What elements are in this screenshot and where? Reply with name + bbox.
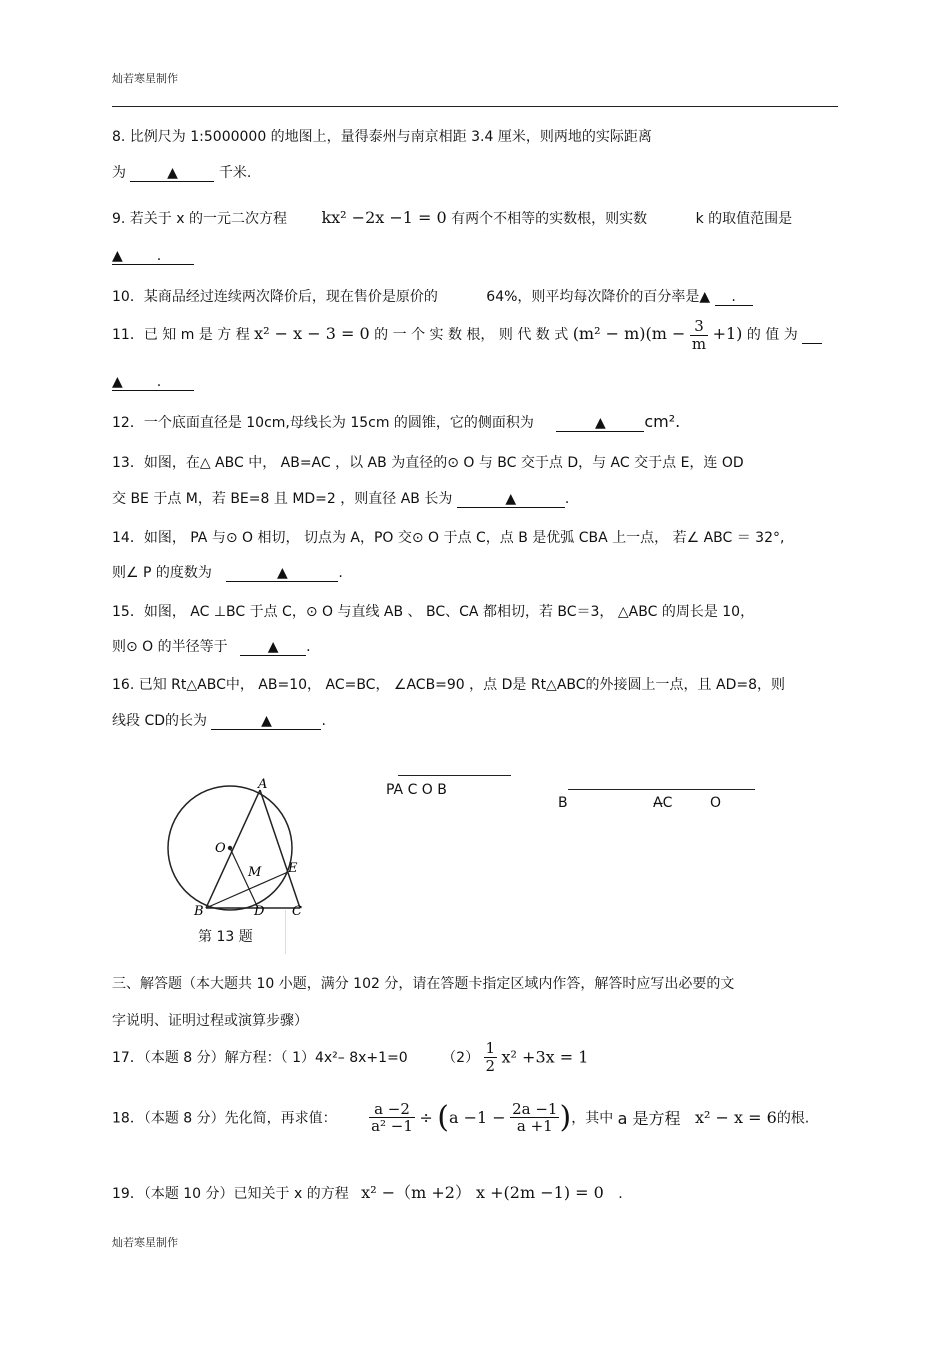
numerator: 1 — [485, 1039, 496, 1057]
period: . — [156, 374, 162, 390]
q14-line2 — [112, 562, 343, 582]
denominator: m — [691, 334, 707, 353]
q17-text-a: 17．（本题 8 分）解方程：（ 1）4x²– 8x+1=0 — [112, 1050, 408, 1066]
q9-text-a: 9. 若关于 x 的一元二次方程 — [112, 211, 287, 227]
q13-line2 — [112, 488, 569, 508]
q18-text-b: ，其中 — [571, 1110, 614, 1127]
q18-fraction-2 — [510, 1101, 559, 1135]
figure-15-line — [568, 789, 755, 790]
q18-equation: x² − x = 6 — [695, 1108, 777, 1127]
q18-fraction-1 — [369, 1101, 415, 1135]
q14-line1: 14．如图， PA 与⊙ O 相切， 切点为 A，PO 交⊙ O 于点 C，点 B 是优弧 CBA 上一点， 若∠ ABC ＝ 32°, — [112, 530, 785, 546]
q12-line — [112, 412, 680, 432]
label-o: O — [215, 841, 226, 856]
label-m: M — [248, 865, 262, 880]
q17-fraction — [484, 1040, 498, 1074]
answer-triangle: ▲ — [167, 165, 178, 181]
q9-equation: kx² −2x −1 = 0 — [321, 208, 447, 227]
label-d: D — [254, 904, 265, 917]
q13-text: 交 BE 于点 M，若 BE=8 且 MD=2 ，则直径 AB 长为 — [112, 491, 453, 507]
q11-equation: x² − x − 3 = 0 — [254, 324, 370, 343]
q18-divide: ÷ — [419, 1108, 433, 1127]
q11-fraction — [690, 318, 708, 352]
denominator: a +1 — [516, 1117, 553, 1135]
label-c: C — [292, 904, 302, 917]
figure-15-label-o: O — [710, 795, 722, 811]
page-header-text: 灿若寒星制作 — [112, 72, 178, 85]
answer-triangle: ▲ — [112, 374, 123, 390]
q17-equation: x² +3x = 1 — [501, 1047, 589, 1067]
q15-line1: 15．如图， AC ⊥BC 于点 C，⊙ O 与直线 AB 、 BC、CA 都相切，若 BC＝3， △ABC 的周长是 10， — [112, 604, 755, 620]
numerator: a −2 — [369, 1101, 415, 1119]
section3-heading-line2: 字说明、证明过程或演算步骤） — [112, 1013, 308, 1029]
figure-14-line — [398, 775, 511, 776]
segment-ac — [260, 790, 300, 908]
q12-answer-blank — [556, 415, 644, 432]
answer-triangle: ▲ — [112, 248, 123, 264]
q10-line — [112, 286, 753, 306]
q15-answer-blank — [240, 639, 306, 656]
q13-line1: 13．如图，在△ ABC 中， AB=AC ，以 AB 为直径的⊙ O 与 BC 交于点 D，与 AC 交于点 E，连 OD — [112, 455, 744, 471]
q19-line — [112, 1180, 623, 1203]
q8-suffix: 千米. — [218, 165, 252, 181]
answer-triangle: ▲ — [267, 639, 279, 655]
label-b: B — [194, 904, 204, 917]
q18-text-d: 的根. — [776, 1110, 810, 1127]
q15-text: 则⊙ O 的半径等于 — [112, 639, 228, 655]
figure-divider — [285, 910, 286, 954]
denominator: 2 — [485, 1056, 496, 1075]
q9-line2 — [112, 248, 194, 265]
period: . — [731, 289, 736, 305]
right-paren: ) — [559, 1100, 572, 1135]
answer-triangle: ▲ — [276, 565, 288, 581]
answer-triangle: ▲ — [261, 713, 272, 729]
figure-13-caption: 第 13 题 — [198, 929, 253, 945]
q11-text-b: 的 一 个 实 数 根， 则 代 数 式 — [374, 327, 569, 343]
q16-text: 线段 CD的长为 — [112, 713, 208, 729]
q11-answer-blank — [112, 374, 194, 391]
q18-line — [112, 1100, 809, 1150]
figure-15-label-b: B — [558, 795, 568, 811]
denominator: a² −1 — [371, 1117, 413, 1135]
q18-text-c: a 是方程 — [617, 1109, 681, 1128]
label-a: A — [258, 777, 268, 792]
q11-expr-a: (m² − m)(m − — [572, 324, 686, 343]
q17-line — [112, 1040, 588, 1086]
left-paren: ( — [437, 1100, 449, 1135]
answer-triangle: ▲ — [594, 415, 606, 431]
answer-triangle: ▲ — [505, 491, 517, 507]
q14-text: 则∠ P 的度数为 — [112, 565, 212, 581]
q18-text-a: 18．（本题 8 分）先化简，再求值： — [112, 1110, 337, 1127]
q14-answer-blank — [226, 565, 338, 582]
page-footer-text: 灿若寒星制作 — [112, 1236, 178, 1249]
q9-text-c: k 的取值范围是 — [695, 211, 793, 227]
q10-text-b: 64%，则平均每次降价的百分率是 — [486, 289, 700, 305]
figure-15-label-ac: A̶C — [653, 795, 673, 811]
q11-text-a: 11．已 知 m 是 方 程 — [112, 327, 250, 343]
q8-prefix: 为 — [112, 165, 126, 181]
q16-answer-blank — [211, 713, 321, 730]
period: . — [338, 565, 343, 581]
period: . — [306, 639, 311, 655]
q19-text: 19．（本题 10 分）已知关于 x 的方程 — [112, 1186, 349, 1202]
q16-line1: 16. 已知 Rt△ABC中， AB=10， AC=BC， ∠ACB=90 ，点 D是 Rt△ABC的外接圆上一点，且 AD=8，则 — [112, 677, 785, 693]
q8-line2 — [112, 162, 251, 182]
q10-text: 10．某商品经过连续两次降价后，现在售价是原价的 — [112, 289, 438, 305]
q8-answer-blank — [130, 165, 214, 182]
label-e: E — [288, 861, 298, 876]
q13-answer-blank — [457, 491, 565, 508]
numerator: 3 — [690, 318, 708, 336]
q18-mid: a −1 − — [448, 1108, 506, 1127]
q19-equation: x² −（m +2） x +(2m −1) = 0 — [361, 1183, 604, 1202]
period: . — [156, 248, 162, 264]
section3-heading-line1: 三、解答题（本大题共 10 小题，满分 102 分，请在答题卡指定区域内作答，解答时应写出必要的文 — [112, 976, 735, 992]
figure-13-diagram — [160, 772, 320, 917]
q11-line1 — [112, 318, 822, 362]
q11-blank-tail — [802, 327, 822, 344]
period: . — [618, 1186, 623, 1202]
q15-line2 — [112, 636, 311, 656]
figure-14-labels: PA C O B — [386, 782, 447, 798]
q10-answer-blank — [715, 289, 753, 306]
answer-triangle: ▲ — [699, 289, 711, 305]
numerator: 2a −1 — [512, 1099, 558, 1118]
period: . — [321, 713, 326, 729]
q9-text-b: 有两个不相等的实数根，则实数 — [451, 211, 648, 227]
q16-line2 — [112, 710, 326, 730]
header-rule — [112, 106, 838, 107]
q9-line1 — [112, 208, 792, 228]
point-o — [228, 846, 232, 850]
q8-line1: 8. 比例尺为 1:5000000 的地图上，量得泰州与南京相距 3.4 厘米，则两地的实际距离 — [112, 129, 652, 145]
q11-text-c: 的 值 为 — [746, 327, 798, 343]
q11-line2 — [112, 374, 194, 391]
q12-text: 12．一个底面直径是 10cm,母线长为 15cm 的圆锥，它的侧面积为 — [112, 415, 534, 431]
q17-text-b: （2） — [442, 1050, 480, 1066]
q9-answer-blank — [112, 248, 194, 265]
period: . — [564, 491, 570, 507]
q12-unit: cm². — [644, 412, 681, 431]
q11-expr-b: +1) — [712, 324, 743, 343]
